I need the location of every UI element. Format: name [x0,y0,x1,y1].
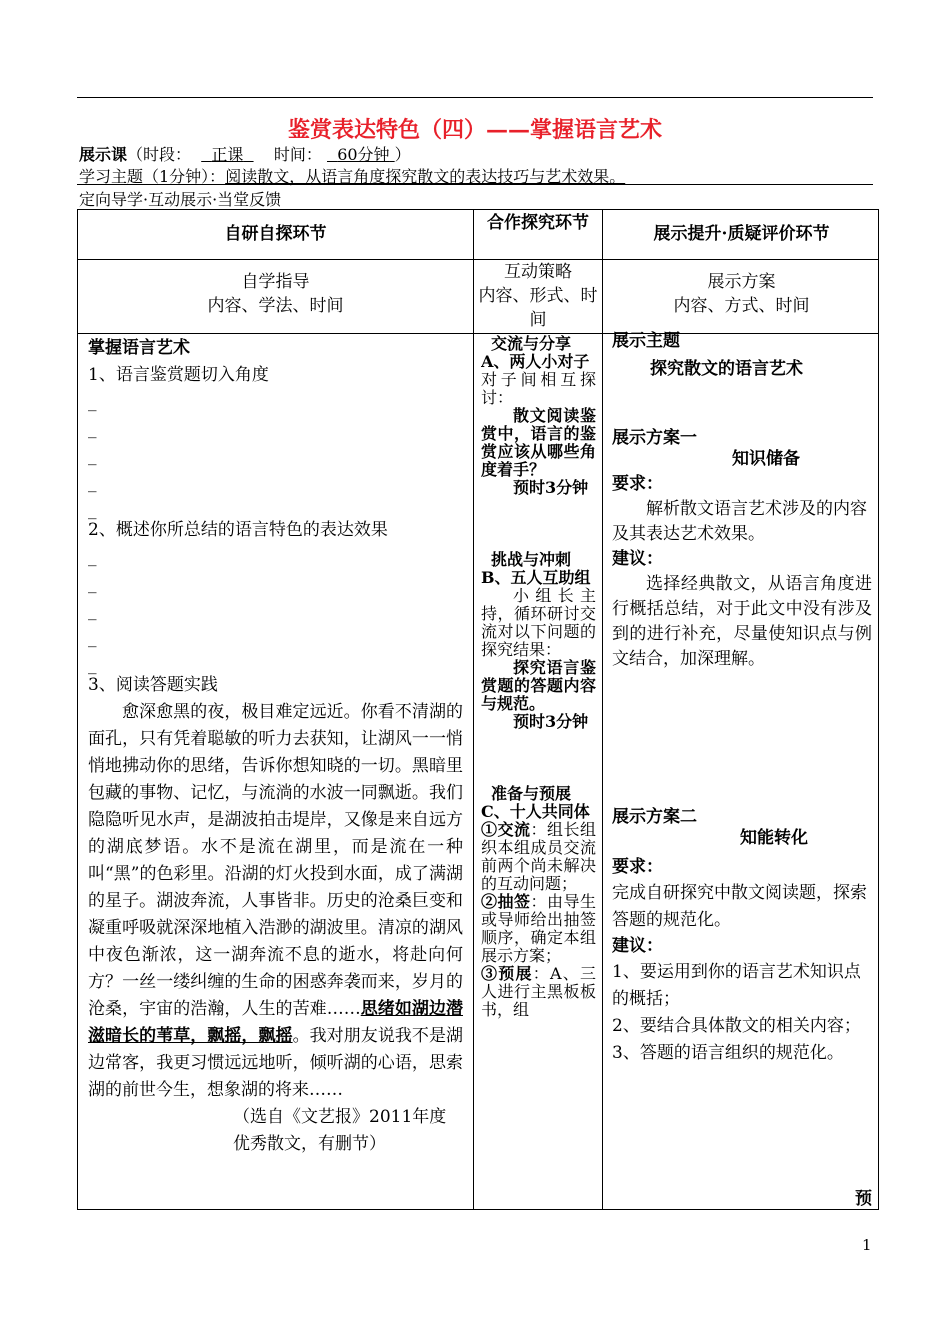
stage-b-title: 挑战与冲刺 [491,550,572,569]
display-theme-label: 展示主题 [612,331,680,351]
passage-source: （选自《文艺报》2011年度优秀散文，有删节） [233,1107,447,1154]
display-content [612,331,872,1209]
answer-line: _ [88,473,97,493]
page-number: 1 [862,1236,872,1254]
stage-c-step-3: ③预展：A、三人进行主黑板板书，组 [481,964,596,1019]
header-display: 展示提升·质疑评价环节 [653,224,830,244]
plan-1-sug-label: 建议： [612,549,663,569]
plan-2-title: 知能转化 [740,828,808,848]
underlined-sentence: 思绪如湖边潜滋暗长的苇草，飘摇，飘摇 [88,999,464,1046]
teaching-method: 定向导学·互动展示·当堂反馈 [79,190,282,209]
lesson-meta [79,142,411,165]
plan-1-label: 展示方案一 [612,428,697,448]
theme-rule [77,184,873,185]
page-title: 鉴赏表达特色（四）——掌握语言艺术 [287,117,662,143]
answer-line: _ [88,547,97,567]
plan-2-requirement: 完成自研探究中散文阅读题，探索答题的规范化。 [612,883,867,930]
stage-a-group: A、两人小对子 [481,352,590,371]
stage-a-title: 交流与分享 [491,335,572,353]
stage-a-text: 对子间相互探讨： [481,370,596,407]
column-divider [473,210,474,1209]
column-divider [602,210,603,1209]
header-cooperation: 合作探究环节 [487,213,589,233]
plan-1-requirement: 解析散文语言艺术涉及的内容及其表达艺术效果。 [612,499,867,544]
section-heading: 掌握语言艺术 [88,338,190,358]
answer-line: _ [88,574,97,594]
plan-2-suggestion-1: 1、要运用到你的语言艺术知识点的概括； [612,962,861,1009]
answer-line: _ [88,655,97,675]
stage-c-step-2: ②抽签：由导生或导师给出抽签顺序，确定本组展示方案； [481,892,596,965]
period-value: 正课 [211,145,244,164]
answer-line: _ [88,419,97,439]
plan-2-req-label: 要求： [612,857,663,877]
continued-text: 预 [855,1189,872,1209]
display-theme-value: 探究散文的语言艺术 [650,359,803,379]
plan-2-sug-label: 建议： [612,936,663,956]
stage-b-time: 预时3分钟 [513,712,589,731]
question-2: 2、概述你所总结的语言特色的表达效果 [88,520,388,540]
plan-2-suggestion-2: 2、要结合具体散文的相关内容； [612,1016,861,1036]
answer-line: _ [88,446,97,466]
lesson-type: 展示课 [79,145,128,164]
theme-prefix: 学习主题（1分钟）： [79,167,226,186]
subheader-cooperation: 互动策略 内容、形式、时间 [478,262,598,330]
close-paren: ） [394,145,411,164]
period-label: （时段： [127,145,192,164]
plan-2-suggestion-3: 3、答题的语言组织的规范化。 [612,1043,844,1063]
header-self-study: 自研自探环节 [224,224,327,244]
subheader-self-study: 自学指导 内容、学法、时间 [207,272,344,316]
time-label: 时间： [273,145,322,164]
answer-line: _ [88,628,97,648]
stage-c-step-1: ①交流：组长组织本组成员交流前两个尚未解决的互动问题； [481,820,596,893]
stage-c-group: C、十人共同体 [481,802,590,821]
plan-1-req-label: 要求： [612,474,663,494]
answer-line: _ [88,601,97,621]
stage-c-title: 准备与预展 [491,784,572,803]
answer-line: _ [88,392,97,412]
plan-1-suggestion: 选择经典散文，从语言角度进行概括总结，对于此文中没有涉及到的进行补充，尽量使知识点与例文结合，加深理解。 [612,574,872,669]
self-study-content [88,335,463,1158]
cooperation-content [481,335,596,1207]
reading-passage: 愈深愈黑的夜，极目难定远近。你看不清湖的面孔，只有凭着聪敏的听力去获知，让湖风一一悄悄地拂动你的思绪，告诉你想知晓的一切。黑暗里包藏的事物、记忆，与流淌的水波一同飘逝。我们隐隐听见水声，是湖波拍击堤岸，又像是来自远方的湖底梦语。水不是流在湖里，而是流在一种叫“黑”的色彩里。沿湖的灯火投到水面，成了满湖的星子。湖波奔流，人事皆非。历史的沧桑巨变和凝重呼吸就深深地植入浩渺的湖波里。清凉的湖风中夜色渐浓，这一湖奔流不息的逝水，将赴向何方？一丝一缕纠缠的生命的困惑奔袭而来，岁月的沧桑，宇宙的浩瀚，人生的苦难……思绪如湖边潜滋暗长的苇草，飘摇，飘摇。我对朋友说我不是湖边常客，我更习惯远远地听，倾听湖的心语，思索湖的前世今生，想象湖的将来…… [88,702,464,1100]
stage-a-time: 预时3分钟 [513,478,589,497]
question-1: 1、语言鉴赏题切入角度 [88,365,269,385]
top-rule [77,97,873,98]
subheader-display: 展示方案 内容、方式、时间 [673,272,810,316]
question-3: 3、阅读答题实践 [88,675,218,695]
stage-b-question: 探究语言鉴赏题的答题内容与规范。 [481,658,596,713]
lesson-table [77,209,879,1210]
stage-a-question: 散文阅读鉴赏中，语言的鉴赏应该从哪些角度着手？ [481,406,596,479]
plan-2-label: 展示方案二 [612,807,697,827]
theme-text: 阅读散文，从语言角度探究散文的表达技巧与艺术效果。 [225,167,626,186]
time-value: 60分钟 [337,145,390,164]
plan-1-title: 知识储备 [732,449,800,469]
answer-line: _ [88,500,97,520]
stage-b-text: 小组长主持，循环研讨交流对以下问题的探究结果： [481,586,596,659]
stage-b-group: B、五人互助组 [481,568,591,587]
